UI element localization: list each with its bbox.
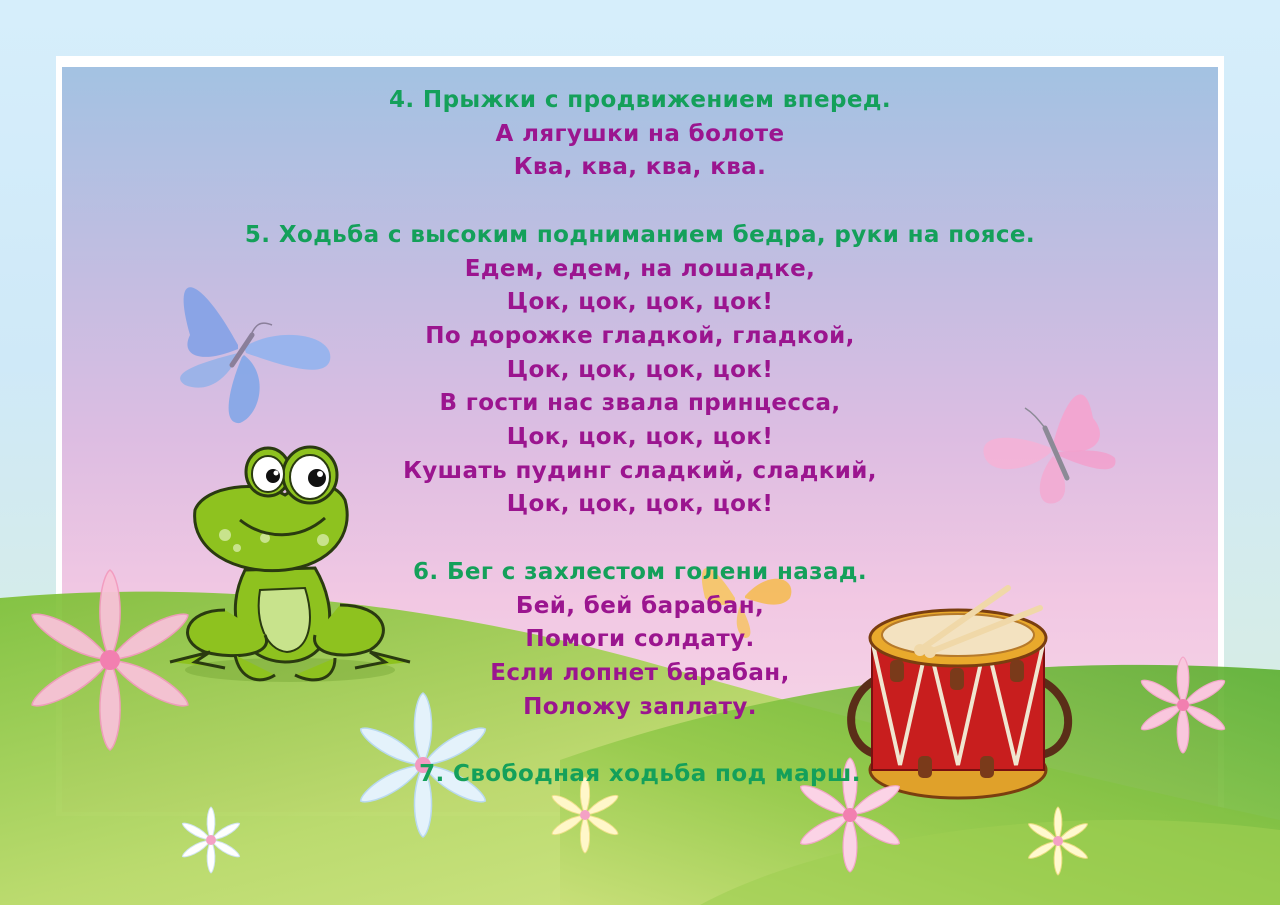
verse-line: Ква, ква, ква, ква. <box>513 154 767 181</box>
verse-line: А лягушки на болоте <box>495 120 785 147</box>
section-heading: 6. Бег с захлестом голени назад. <box>413 558 867 585</box>
verse-line: Цок, цок, цок, цок! <box>506 491 774 518</box>
verse-line: Положу заплату. <box>523 693 757 720</box>
verse-line: Бей, бей барабан, <box>515 592 765 619</box>
white-flower-icon <box>176 805 246 875</box>
section-heading: 4. Прыжки с продвижением вперед. <box>388 87 892 113</box>
spacer <box>62 185 1218 219</box>
exercise-text <box>62 84 1218 792</box>
section-heading: 7. Свободная ходьба под марш. <box>419 761 861 788</box>
verse-line: Если лопнет барабан, <box>490 659 790 686</box>
verse-line: Цок, цок, цок, цок! <box>506 289 774 316</box>
verse-line: Помоги солдату. <box>525 626 755 653</box>
yellow-flower-right-icon <box>1022 805 1094 877</box>
verse-line: В гости нас звала принцесса, <box>439 390 841 417</box>
verse-line: Цок, цок, цок, цок! <box>506 424 774 451</box>
section-heading: 5. Ходьба с высоким подниманием бедра, руки на поясе. <box>244 221 1036 248</box>
verse-line: Цок, цок, цок, цок! <box>506 356 774 383</box>
spacer <box>62 522 1218 556</box>
verse-line: Едем, едем, на лошадке, <box>464 255 816 282</box>
verse-line: Кушать пудинг сладкий, сладкий, <box>403 457 877 484</box>
verse-line: По дорожке гладкой, гладкой, <box>425 322 855 349</box>
spacer <box>62 724 1218 758</box>
